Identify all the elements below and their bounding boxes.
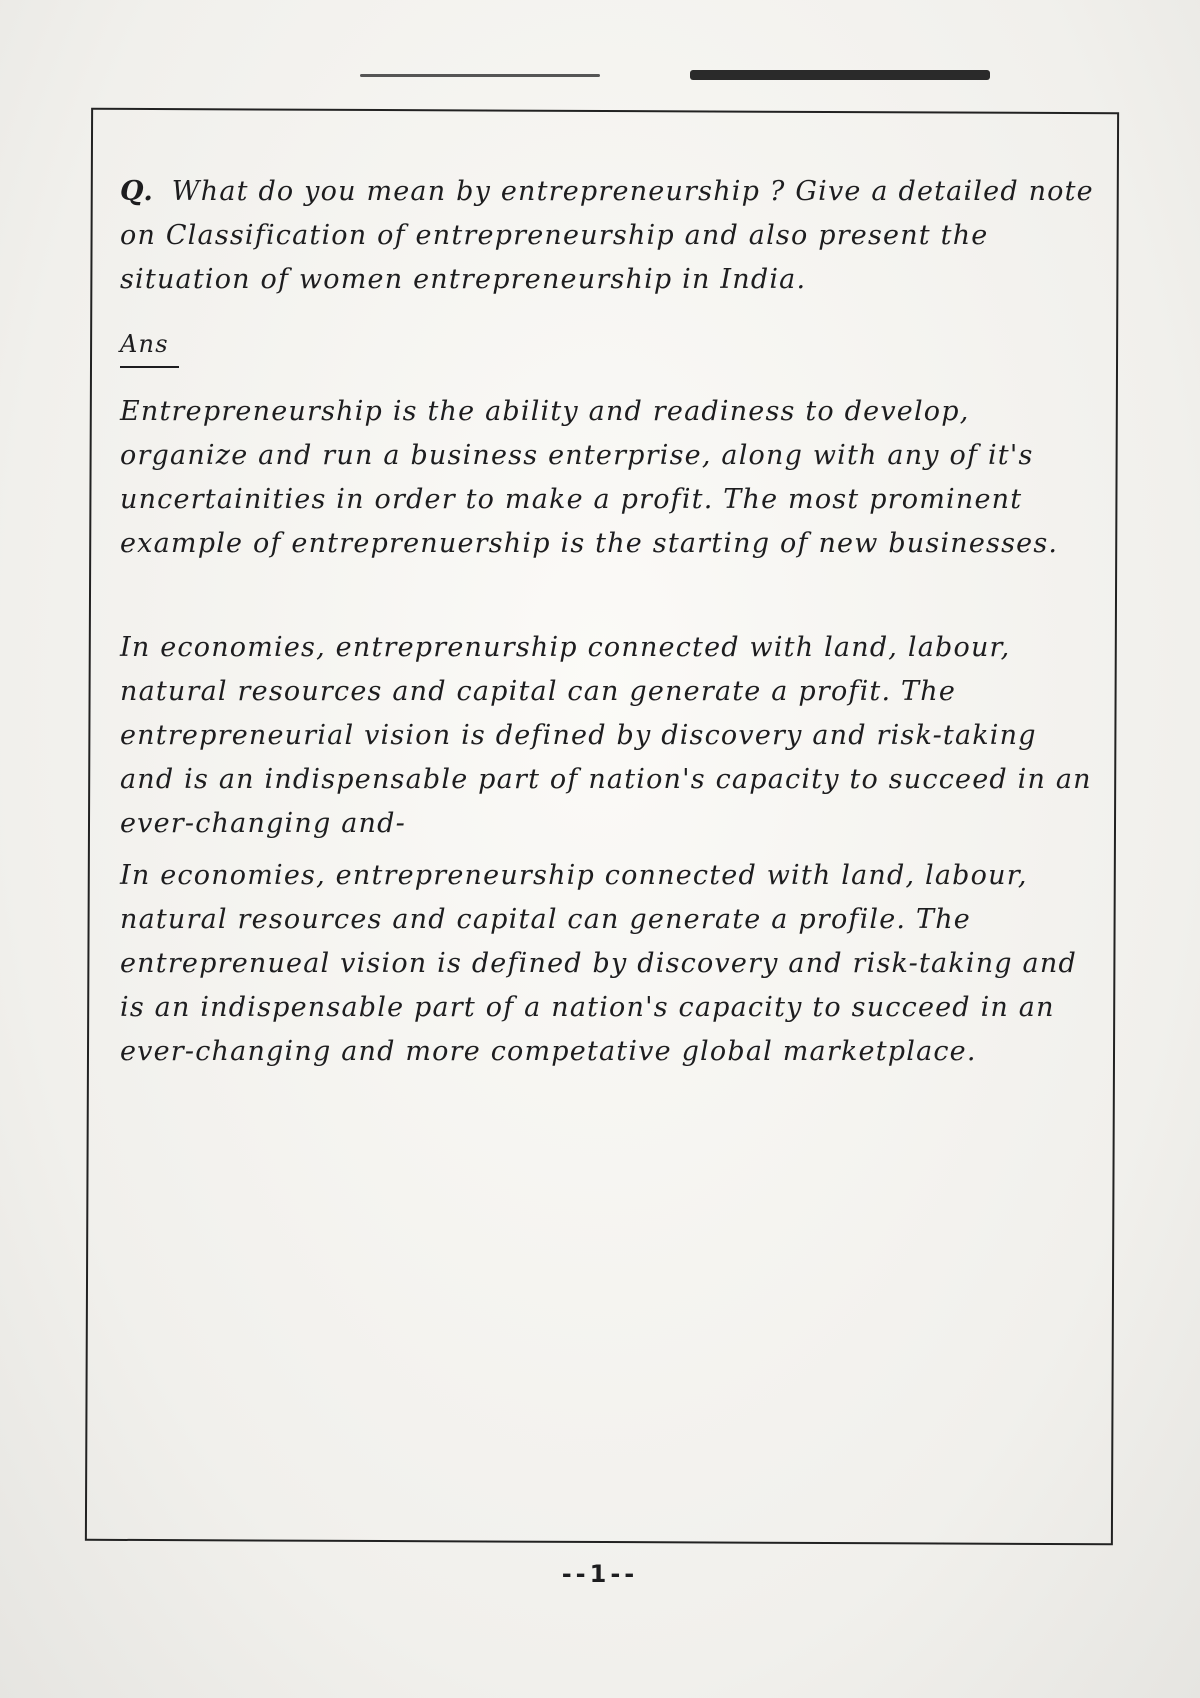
binding-mark-right <box>690 70 990 80</box>
question-block <box>120 170 1100 302</box>
answer-paragraph-1: Entrepreneurship is the ability and readiness to develop, organize and run a business enterprise, along with any of it's uncertainities in order to make a profit. The most prominent example of entreprenuership is the starting of new businesses. <box>120 396 1059 559</box>
page-number: --1-- <box>561 1560 639 1588</box>
answer-label: Ans <box>120 322 179 368</box>
handwritten-content <box>120 170 1100 1074</box>
answer-paragraph-3: In economies, entrepreneurship connected with land, labour, natural resources and capital can generate a profile. The entreprenueal vision is defined by discovery and risk-taking and is an indispensable part of a nation's capacity to succeed in an ever-changing and more competative global marketplace. <box>120 860 1077 1067</box>
question-label: Q. <box>120 176 154 207</box>
question-text: What do you mean by entrepreneurship ? Give a detailed note on Classification of entrepreneurship and also present the situation of women entrepreneurship in India. <box>120 176 1094 295</box>
binding-edge <box>360 70 1020 80</box>
binding-mark-left <box>360 74 600 77</box>
answer-paragraph-2: In economies, entreprenurship connected with land, labour, natural resources and capital can generate a profit. The entrepreneurial vision is defined by discovery and risk-taking and is an indispensable part of nation's capacity to succeed in an ever-changing and- <box>120 632 1092 839</box>
